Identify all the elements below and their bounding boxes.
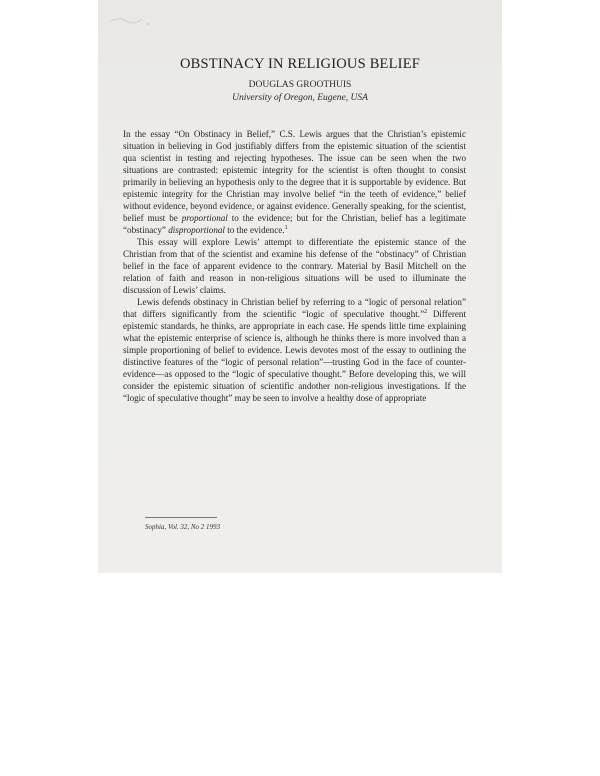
- paragraph-1-text-c: to the evidence.: [224, 225, 285, 235]
- paragraph-2: This essay will explore Lewis’ attempt to differentiate the epistemic stance of the Christian from that of the scientist and examine his defense of the “obstinacy” of Christian belief in the face of apparent evidence to the contrary. Material by Basil Mitchell on the relation of faith and reason in non-religious situations will be used to illuminate the discussion of Lewis’ claims.: [123, 237, 466, 295]
- footnote-ref-1: 1: [284, 224, 288, 231]
- paragraph-3-text-b: Different epistemic standards, he thinks, are appropriate in each case. He spends little time explaining what the epistemic enterprise of science is, although he thinks there is more involved than a simple proportioning of belief to evidence. Lewis devotes most of the essay to outlining the distinctive features of the “logic of personal relation”—trusting God in the face of counter-evidence—as opposed to the “logic of speculative thought.” Before developing this, we will consider the epistemic situation of scientific andother non-religious investigations. If the “logic of speculative thought” may be seen to involve a healthy dose of appropriate: [123, 309, 466, 403]
- paragraph-1: [123, 128, 466, 236]
- paragraph-3: [123, 296, 466, 404]
- paragraph-1-text-b: to the evidence; but for the Christian, belief has a legitimate “obstinacy”: [123, 213, 466, 235]
- footnote-rule: [145, 517, 217, 518]
- journal-citation: Sophia, Vol. 32, No 2 1993: [145, 523, 221, 531]
- author-affiliation: University of Oregon, Eugene, USA: [232, 93, 368, 103]
- paragraph-1-text-a: In the essay “On Obstinacy in Belief,” C.S. Lewis argues that the Christian’s epistemic situation in believing in God justifiably differs from the epistemic situation of the scientist qua scientist in testing and rejecting hypotheses. The issue can be seen when the two situations are contrasted: epistemic integrity for the scientist is often thought to consist primarily in believing an hypothesis only to the degree that it is supportable by evidence. But epistemic integrity for the Christian may involve belief “in the teeth of evidence,” belief without evidence, beyond evidence, or against evidence. Generally speaking, for the scientist, belief must be: [123, 129, 466, 223]
- scanned-page: [98, 0, 502, 573]
- footnote-ref-2: 2: [424, 308, 428, 315]
- article-body: [123, 128, 466, 404]
- paragraph-3-text-a: Lewis defends obstinacy in Christian belief by referring to a “logic of personal relation” that differs significantly from the scientific “logic of speculative thought.”: [123, 297, 466, 319]
- emphasis-proportional: proportional: [181, 213, 228, 223]
- scan-smudge: [108, 10, 158, 30]
- emphasis-disproportional: disproportional: [168, 225, 225, 235]
- article-author: DOUGLAS GROOTHUIS: [248, 80, 352, 90]
- article-title: OBSTINACY IN RELIGIOUS BELIEF: [179, 56, 421, 72]
